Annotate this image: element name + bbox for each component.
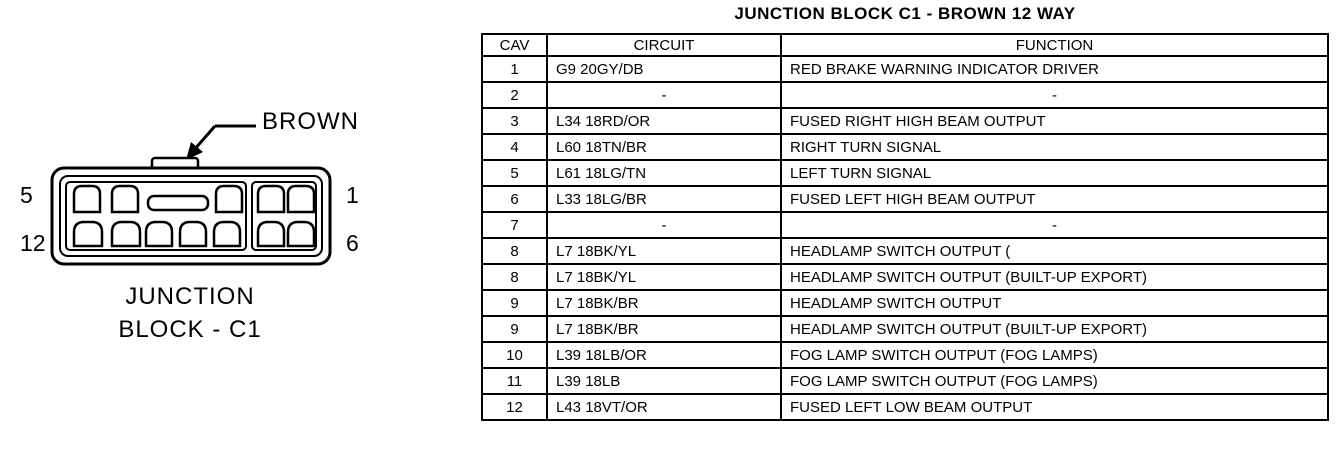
cavity-6: [288, 222, 314, 246]
table-row: [482, 108, 1328, 134]
table-row: [482, 82, 1328, 108]
pin-label-top-right: 1: [346, 182, 359, 208]
cell-circuit: L34 18RD/OR: [547, 108, 781, 134]
cell-circuit: L7 18BK/YL: [547, 238, 781, 264]
cell-function: HEADLAMP SWITCH OUTPUT: [781, 290, 1328, 316]
cell-function: FUSED LEFT LOW BEAM OUTPUT: [781, 394, 1328, 420]
connector-name-line1: JUNCTION: [125, 283, 255, 310]
cell-circuit: L39 18LB/OR: [547, 342, 781, 368]
connector-color-label: BROWN: [262, 108, 359, 135]
cell-cav: 2: [482, 82, 547, 108]
brown-leader-diagonal: [194, 126, 215, 150]
pin-label-bottom-right: 6: [346, 230, 359, 256]
table-title: JUNCTION BLOCK C1 - BROWN 12 WAY: [734, 4, 1076, 23]
table-row: [482, 238, 1328, 264]
cell-cav: 9: [482, 290, 547, 316]
table-row: [482, 212, 1328, 238]
cavity-12: [74, 222, 102, 246]
table-row: [482, 290, 1328, 316]
cell-circuit: L7 18BK/YL: [547, 264, 781, 290]
cell-circuit: L60 18TN/BR: [547, 134, 781, 160]
cell-function: FUSED RIGHT HIGH BEAM OUTPUT: [781, 108, 1328, 134]
table-row: [482, 160, 1328, 186]
cavity-5: [74, 186, 100, 212]
pinout-table: [481, 33, 1329, 421]
cell-circuit: L7 18BK/BR: [547, 316, 781, 342]
cell-circuit: -: [547, 82, 781, 108]
cell-cav: 10: [482, 342, 547, 368]
cell-circuit: L33 18LG/BR: [547, 186, 781, 212]
table-row: [482, 264, 1328, 290]
cell-cav: 8: [482, 238, 547, 264]
table-row: [482, 368, 1328, 394]
cell-circuit: L39 18LB: [547, 368, 781, 394]
cell-cav: 7: [482, 212, 547, 238]
connector-figure: [0, 0, 400, 462]
cell-cav: 1: [482, 56, 547, 82]
cell-cav: 8: [482, 264, 547, 290]
cavity-11: [112, 222, 140, 246]
header-cav: CAV: [482, 34, 547, 56]
cell-circuit: L43 18VT/OR: [547, 394, 781, 420]
cavity-7: [258, 222, 284, 246]
table-row: [482, 134, 1328, 160]
table-header-row: [482, 34, 1328, 56]
cell-function: HEADLAMP SWITCH OUTPUT (: [781, 238, 1328, 264]
cavity-10: [146, 222, 172, 246]
connector-face-drawing: [0, 0, 400, 462]
cell-circuit: L7 18BK/BR: [547, 290, 781, 316]
cell-function: HEADLAMP SWITCH OUTPUT (BUILT-UP EXPORT): [781, 316, 1328, 342]
cavity-9: [180, 222, 206, 246]
cell-cav: 4: [482, 134, 547, 160]
table-row: [482, 56, 1328, 82]
cell-cav: 5: [482, 160, 547, 186]
cell-cav: 9: [482, 316, 547, 342]
cell-function: FOG LAMP SWITCH OUTPUT (FOG LAMPS): [781, 368, 1328, 394]
cavity-2: [258, 186, 284, 212]
cell-cav: 12: [482, 394, 547, 420]
cell-cav: 3: [482, 108, 547, 134]
cell-function: HEADLAMP SWITCH OUTPUT (BUILT-UP EXPORT): [781, 264, 1328, 290]
cell-function: RED BRAKE WARNING INDICATOR DRIVER: [781, 56, 1328, 82]
table-body: [482, 56, 1328, 420]
cavity-4: [112, 186, 138, 212]
table-row: [482, 342, 1328, 368]
cell-function: -: [781, 212, 1328, 238]
header-function: FUNCTION: [781, 34, 1328, 56]
cell-cav: 11: [482, 368, 547, 394]
pin-label-bottom-left: 12: [20, 230, 46, 256]
polarization-key: [148, 196, 208, 210]
cavity-3: [216, 186, 242, 212]
cell-cav: 6: [482, 186, 547, 212]
cell-circuit: G9 20GY/DB: [547, 56, 781, 82]
cell-function: LEFT TURN SIGNAL: [781, 160, 1328, 186]
header-circuit: CIRCUIT: [547, 34, 781, 56]
cell-function: FOG LAMP SWITCH OUTPUT (FOG LAMPS): [781, 342, 1328, 368]
cavity-8: [214, 222, 240, 246]
cavity-1: [288, 186, 314, 212]
cell-circuit: L61 18LG/TN: [547, 160, 781, 186]
cell-circuit: -: [547, 212, 781, 238]
cell-function: -: [781, 82, 1328, 108]
table-row: [482, 316, 1328, 342]
table-row: [482, 186, 1328, 212]
cell-function: FUSED LEFT HIGH BEAM OUTPUT: [781, 186, 1328, 212]
cell-function: RIGHT TURN SIGNAL: [781, 134, 1328, 160]
table-row: [482, 394, 1328, 420]
connector-name-line2: BLOCK - C1: [118, 316, 262, 343]
pin-label-top-left: 5: [20, 182, 33, 208]
